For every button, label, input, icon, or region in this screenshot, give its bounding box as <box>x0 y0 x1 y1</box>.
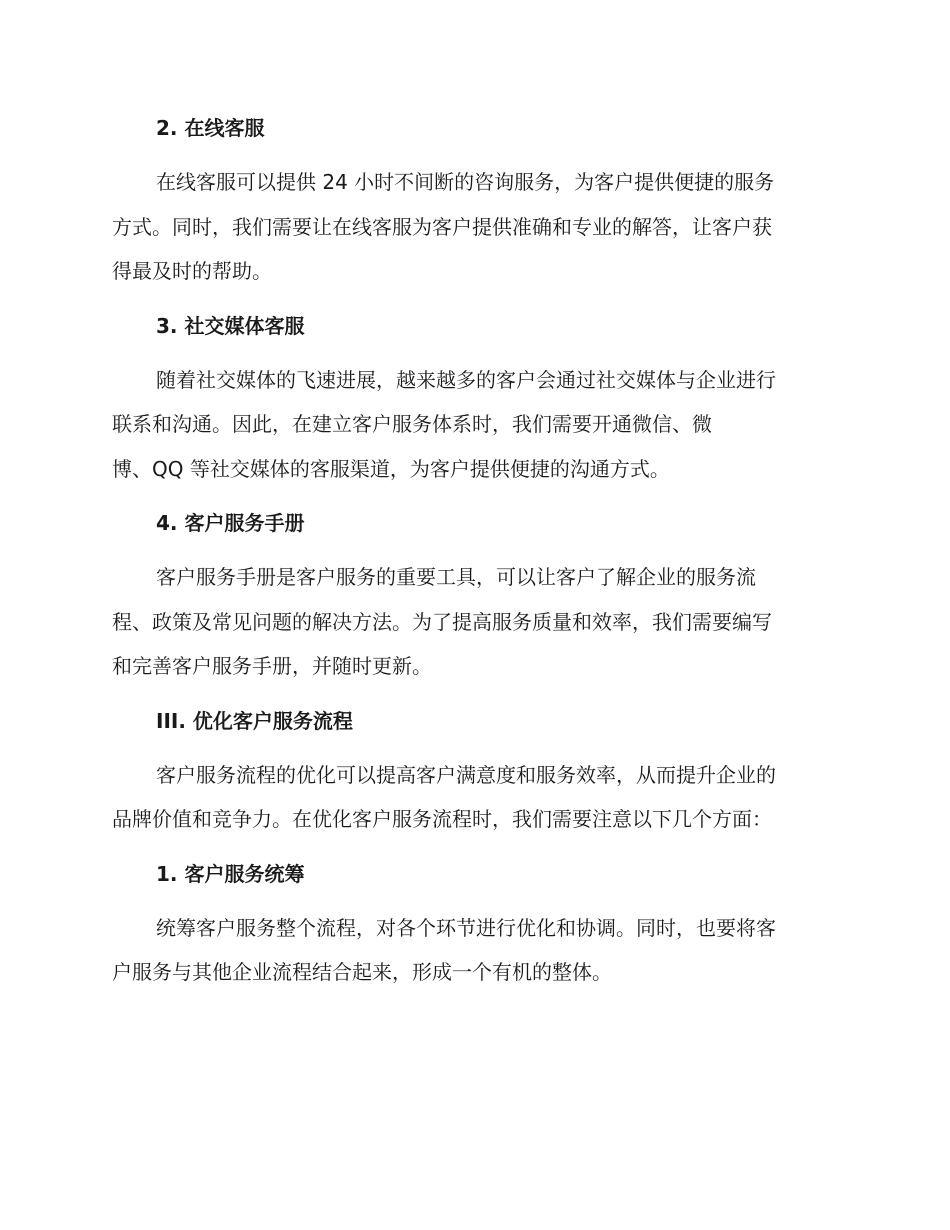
section-paragraph <box>112 358 832 492</box>
paragraph-line: 联系和沟通。因此，在建立客户服务体系时，我们需要开通微信、微 <box>112 412 712 436</box>
paragraph-line: 和完善客户服务手册，并随时更新。 <box>112 654 432 678</box>
section-online-service <box>112 110 832 294</box>
paragraph-line: 在线客服可以提供 24 小时不间断的咨询服务，为客户提供便捷的服务 <box>156 170 775 194</box>
paragraph-line: 统筹客户服务整个流程，对各个环节进行优化和协调。同时，也要将客 <box>156 915 776 940</box>
section-heading: 3. 社交媒体客服 <box>156 313 305 338</box>
paragraph-line: 客户服务流程的优化可以提高客户满意度和服务效率，从而提升企业的 <box>156 762 776 787</box>
section-service-manual <box>112 505 832 689</box>
paragraph-line: 得最及时的帮助。 <box>112 259 272 283</box>
section-heading: III. 优化客户服务流程 <box>156 708 353 733</box>
paragraph-line: 随着社交媒体的飞速进展，越来越多的客户会通过社交媒体与企业进行 <box>156 367 776 392</box>
section-service-coordination <box>112 856 832 995</box>
paragraph-line: 户服务与其他企业流程结合起来，形成一个有机的整体。 <box>112 960 612 984</box>
section-paragraph <box>112 160 832 294</box>
section-heading: 1. 客户服务统筹 <box>156 861 305 886</box>
section-heading: 4. 客户服务手册 <box>156 511 305 535</box>
section-paragraph <box>112 753 832 842</box>
paragraph-line: 方式。同时，我们需要让在线客服为客户提供准确和专业的解答，让客户获 <box>112 214 772 239</box>
paragraph-line: 品牌价值和竞争力。在优化客户服务流程时，我们需要注意以下几个方面： <box>112 807 772 831</box>
section-paragraph <box>112 555 832 689</box>
section-social-media-service <box>112 308 832 492</box>
paragraph-line: 客户服务手册是客户服务的重要工具，可以让客户了解企业的服务流 <box>156 565 756 589</box>
section-optimize-process <box>112 703 832 842</box>
document-page <box>112 110 832 1009</box>
section-heading: 2. 在线客服 <box>156 116 265 140</box>
paragraph-line: 程、政策及常见问题的解决方法。为了提高服务质量和效率，我们需要编写 <box>112 609 772 634</box>
paragraph-line: 博、QQ 等社交媒体的客服渠道，为客户提供便捷的沟通方式。 <box>112 456 670 481</box>
section-paragraph <box>112 906 832 995</box>
